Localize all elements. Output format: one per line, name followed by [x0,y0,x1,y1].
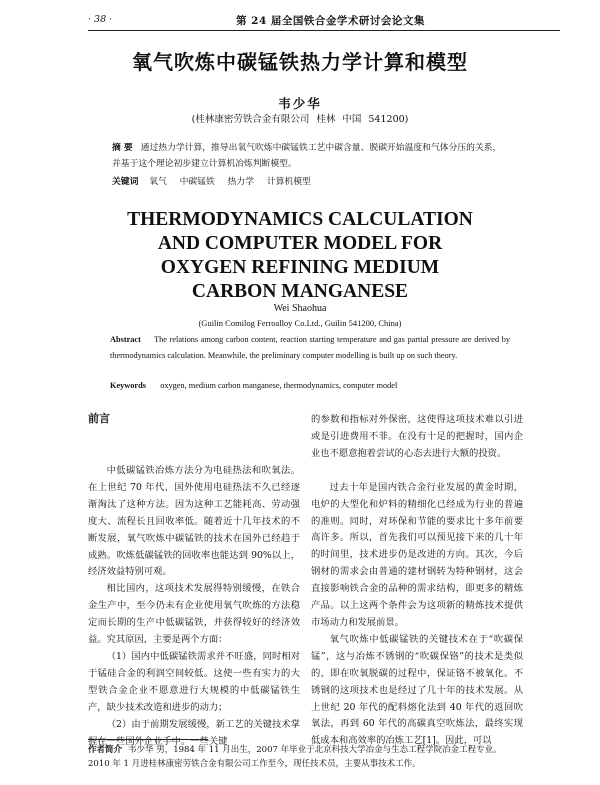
conference-name: 第 24 届全国铁合金学术研讨会论文集 [236,15,425,27]
section-heading: 前言 [88,412,110,425]
keyword-cn: 计算机模型 [266,177,311,187]
keyword-cn: 氧气 [149,177,167,187]
author-cn: 韦少华 [278,96,322,111]
body-paragraph: 过去十年是国内铁合金行业发展的黄金时期，电炉的大型化和炉料的精细化已经成为行业的普遍的准则。同时，对环保和节能的要求比十多年前要高许多。所以，首先我们可以预见接下来的几十年的时间里，技术进步仍是改进的方向。其次，今后钢材的需求会由普通的建材钢转为特种钢材，这会直接影响铁合金的品种的需求结构，即更多的精炼产品。以上这两个条件会为这项新的精炼技术提供市场动力和发展前景。 [311,481,523,628]
title-en-line: OXYGEN REFINING MEDIUM [160,257,440,278]
title-cn: 氧气吹炼中碳锰铁热力学计算和模型 [132,50,468,74]
footnote-text: 韦少华 男，1984 年 11 月出生，2007 年毕业于北京科技大学冶金与生态工程学院冶金工程专业。2010 年 1 月进桂林康密劳铁合金有限公司工作至今，现任技术员，主要从事技术工作。 [88,745,502,769]
abstract-en-label: Abstract [110,335,141,344]
body-paragraph: （2）由于前期发展缓慢，新工艺的关键技术掌握在一些国外企业手中。一些关键 [88,718,300,747]
keywords-en-text: oxygen, medium carbon manganese, thermodynamics, computer model [160,381,398,390]
body-column-left [88,412,300,750]
footnote-rule [88,739,208,740]
author-footnote [88,743,523,783]
title-en-line: AND COMPUTER MODEL FOR [157,233,443,254]
running-header [88,10,560,32]
body-column-right [311,412,523,750]
footnote-label: 作者简介 [88,745,123,755]
keywords-en [110,381,510,390]
body-paragraph: 的参数和指标对外保密，这使得这项技术难以引进或是引进费用不菲。在没有十足的把握时，国内企业也不愿意抱着尝试的心态去进行大额的投资。 [311,414,523,459]
abstract-cn-label: 摘 要 [112,143,133,153]
keywords-en-label: Keywords [110,381,146,390]
affiliation-cn: (桂林康密劳铁合金有限公司 桂林 中国 541200) [191,114,409,125]
keyword-cn: 热力学 [227,177,255,187]
title-en [0,208,600,304]
keywords-cn-label: 关键词 [112,177,139,187]
abstract-en-text: The relations among carbon content, reaction starting temperature and gas partial pressure are derived by thermodynamics calculation. Meanwhile, the preliminary computer modelling is built up on such theory. [110,335,510,360]
body-paragraph: 相比国内，这项技术发展得特别缓慢，在铁合金生产中，至今仍未有企业使用氧气吹炼的方法稳定而长期的生产中低碳锰铁，并获得较好的经济效益。究其原因，主要是两个方面： [88,583,300,646]
abstract-cn [112,140,502,172]
body-paragraph: （1）国内中低碳锰铁需求并不旺盛，同时相对于锰硅合金的利润空间较低。这使一些有实力的大型铁合金企业不愿意进行大规模的中低碳锰铁生产，缺少技术改造和进步的动力； [88,650,300,713]
abstract-cn-text: 通过热力学计算，推导出氧气吹炼中碳锰铁工艺中碳含量、脱碳开始温度和气体分压的关系，并基于这个理论初步建立计算机冶炼判断模型。 [112,143,502,169]
title-en-line: CARBON MANGANESE [191,281,409,302]
page-number: · 38 · [88,14,113,25]
keyword-cn: 中碳锰铁 [179,177,215,187]
author-en: Wei Shaohua [273,303,327,314]
affiliation-en: (Guilin Comilog Ferroalloy Co.Ltd., Guilin 541200, China) [198,318,402,328]
header-rule [88,30,560,31]
title-en-line: THERMODYNAMICS CALCULATION [127,209,473,230]
body-paragraph: 中低碳锰铁冶炼方法分为电硅热法和吹氧法。在上世纪 70 年代，国外使用电硅热法不久已经逐渐淘汰了这种方法。因为这种工艺能耗高、劳动强度大、流程长且回收率低。随着近十几年技术的不断发展，氧气吹炼中碳锰铁的技术在国外已经趋于成熟。吹炼低碳锰铁的回收率也能达到 90%以上，经济效益特别可观。 [88,465,300,578]
abstract-en [110,332,510,364]
body-paragraph: 氧气吹炼中低碳锰铁的关键技术在于“吹碳保锰”，这与冶炼不锈钢的“吹碳保铬”的技术是类似的，即在吹氧脱碳的过程中，保证铬不被氧化。不锈钢的这项技术也是经过了几十年的技术发展。从上世纪 20 年代的配料熔化法到 40 年代的返回吹氧法，再到 60 年代的高碳真空吹炼法，最终实现低成本和高效率的冶炼工艺[1]。因此，可以 [311,633,523,747]
keywords-cn [112,174,502,187]
